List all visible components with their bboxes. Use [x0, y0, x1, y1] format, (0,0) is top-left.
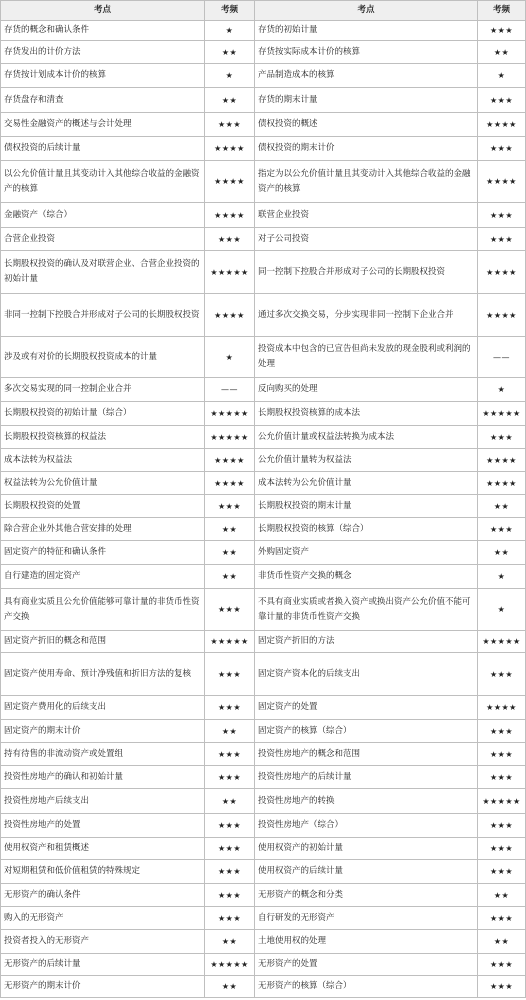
frequency-cell-left: ★★★: [205, 113, 255, 137]
topic-cell-right: 土地使用权的处理: [255, 930, 478, 954]
frequency-cell-right: ★: [478, 589, 526, 631]
topic-cell-left: 无形资产的后续计量: [1, 954, 205, 976]
table-row: [1, 541, 526, 565]
frequency-cell-right: ★★★★: [478, 161, 526, 203]
table-row: [1, 743, 526, 766]
frequency-cell-left: ★★★: [205, 838, 255, 860]
topic-cell-left: 对短期租赁和低价值租赁的特殊规定: [1, 860, 205, 884]
table-row: [1, 472, 526, 495]
table-row: [1, 838, 526, 860]
table-row: [1, 860, 526, 884]
topic-cell-left: 合营企业投资: [1, 228, 205, 251]
table-row: [1, 21, 526, 41]
frequency-cell-right: ★★★: [478, 743, 526, 766]
topic-cell-right: 公允价值计量转为权益法: [255, 449, 478, 472]
topic-cell-left: 存货按计划成本计价的核算: [1, 64, 205, 88]
topic-cell-left: 长期股权投资核算的权益法: [1, 426, 205, 449]
topic-cell-right: 反向购买的处理: [255, 378, 478, 402]
topic-cell-left: 持有待售的非流动资产或处置组: [1, 743, 205, 766]
topic-cell-right: 使用权资产的初始计量: [255, 838, 478, 860]
topic-cell-right: 长期股权投资的核算（综合）: [255, 518, 478, 541]
frequency-cell-right: ★★★★: [478, 294, 526, 337]
table-row: [1, 161, 526, 203]
table-row: [1, 378, 526, 402]
table-row: [1, 64, 526, 88]
table-body: [1, 21, 526, 998]
frequency-cell-left: ★★★★: [205, 294, 255, 337]
frequency-cell-right: ★★★★: [478, 696, 526, 720]
frequency-cell-left: ★★★: [205, 814, 255, 838]
frequency-cell-left: ★★★★: [205, 472, 255, 495]
table-row: [1, 113, 526, 137]
table-row: [1, 495, 526, 518]
frequency-cell-left: ★: [205, 64, 255, 88]
frequency-cell-right: ★★★★★: [478, 402, 526, 426]
table-row: [1, 930, 526, 954]
frequency-cell-right: ★★★★★: [478, 789, 526, 814]
topic-cell-left: 投资者投入的无形资产: [1, 930, 205, 954]
topic-cell-right: 固定资产的处置: [255, 696, 478, 720]
table-row: [1, 203, 526, 228]
frequency-cell-left: ★★★: [205, 766, 255, 789]
frequency-cell-right: ★★★: [478, 88, 526, 113]
topic-cell-right: 债权投资的概述: [255, 113, 478, 137]
topic-cell-left: 固定资产的特征和确认条件: [1, 541, 205, 565]
topic-cell-right: 投资性房地产的概念和范围: [255, 743, 478, 766]
topic-cell-right: 存货的初始计量: [255, 21, 478, 41]
topic-cell-left: 非同一控制下控股合并形成对子公司的长期股权投资: [1, 294, 205, 337]
table-row: [1, 814, 526, 838]
frequency-cell-right: ★★★★: [478, 251, 526, 294]
frequency-cell-left: ★★: [205, 976, 255, 998]
table-row: [1, 228, 526, 251]
topic-cell-left: 固定资产使用寿命、预计净残值和折旧方法的复核: [1, 653, 205, 696]
frequency-cell-right: ★★★: [478, 137, 526, 161]
topic-cell-right: 使用权资产的后续计量: [255, 860, 478, 884]
topic-cell-right: 投资成本中包含的已宣告但尚未发放的现金股利或利润的处理: [255, 337, 478, 378]
frequency-cell-right: ★: [478, 64, 526, 88]
table-row: [1, 565, 526, 589]
topic-cell-left: 交易性金融资产的概述与会计处理: [1, 113, 205, 137]
frequency-cell-right: ★★★★: [478, 449, 526, 472]
table-row: [1, 294, 526, 337]
frequency-cell-left: ★★★★: [205, 137, 255, 161]
frequency-cell-left: ★★★: [205, 495, 255, 518]
topic-cell-right: 联营企业投资: [255, 203, 478, 228]
topic-cell-left: 投资性房地产后续支出: [1, 789, 205, 814]
topic-cell-left: 固定资产费用化的后续支出: [1, 696, 205, 720]
table-row: [1, 696, 526, 720]
topic-cell-left: 长期股权投资的确认及对联营企业、合营企业投资的初始计量: [1, 251, 205, 294]
topic-cell-left: 涉及或有对价的长期股权投资成本的计量: [1, 337, 205, 378]
table-row: [1, 337, 526, 378]
frequency-cell-left: ★★★: [205, 589, 255, 631]
topic-cell-left: 自行建造的固定资产: [1, 565, 205, 589]
topic-cell-left: 多次交易实现的同一控制企业合并: [1, 378, 205, 402]
topic-cell-right: 存货按实际成本计价的核算: [255, 41, 478, 64]
topic-cell-right: 产品制造成本的核算: [255, 64, 478, 88]
frequency-cell-left: ——: [205, 378, 255, 402]
table-row: [1, 884, 526, 907]
table-row: [1, 720, 526, 743]
table-row: [1, 766, 526, 789]
topic-cell-left: 存货盘存和清查: [1, 88, 205, 113]
frequency-cell-right: ★★★: [478, 954, 526, 976]
topic-cell-right: 无形资产的概念和分类: [255, 884, 478, 907]
topic-cell-left: 存货发出的计价方法: [1, 41, 205, 64]
topic-cell-left: 债权投资的后续计量: [1, 137, 205, 161]
topic-cell-right: 投资性房地产（综合）: [255, 814, 478, 838]
topic-cell-left: 以公允价值计量且其变动计入其他综合收益的金融资产的核算: [1, 161, 205, 203]
table-row: [1, 907, 526, 930]
topic-cell-left: 权益法转为公允价值计量: [1, 472, 205, 495]
topic-cell-right: 成本法转为公允价值计量: [255, 472, 478, 495]
frequency-cell-left: ★★: [205, 720, 255, 743]
topic-cell-left: 成本法转为权益法: [1, 449, 205, 472]
frequency-cell-left: ★: [205, 337, 255, 378]
table-row: [1, 449, 526, 472]
topic-cell-right: 存货的期末计量: [255, 88, 478, 113]
frequency-cell-left: ★★★: [205, 860, 255, 884]
frequency-cell-right: ★★★: [478, 720, 526, 743]
frequency-cell-left: ★★: [205, 41, 255, 64]
frequency-cell-right: ★: [478, 378, 526, 402]
topic-cell-right: 公允价值计量或权益法转换为成本法: [255, 426, 478, 449]
topic-cell-right: 同一控制下控股合并形成对子公司的长期股权投资: [255, 251, 478, 294]
topic-header-right: 考点: [255, 1, 478, 21]
frequency-cell-left: ★★★★: [205, 203, 255, 228]
topic-cell-right: 非货币性资产交换的概念: [255, 565, 478, 589]
frequency-cell-left: ★★★: [205, 653, 255, 696]
topic-cell-left: 金融资产（综合）: [1, 203, 205, 228]
topic-cell-right: 不具有商业实质或者换入资产或换出资产公允价值不能可靠计量的非货币性资产交换: [255, 589, 478, 631]
topic-cell-right: 长期股权投资核算的成本法: [255, 402, 478, 426]
frequency-cell-right: ★★: [478, 41, 526, 64]
table-header-row: [1, 1, 526, 21]
topic-cell-right: 投资性房地产的转换: [255, 789, 478, 814]
topic-cell-left: 投资性房地产的处置: [1, 814, 205, 838]
frequency-cell-right: ★★★★★: [478, 631, 526, 653]
topic-header-left: 考点: [1, 1, 205, 21]
frequency-cell-left: ★★★: [205, 228, 255, 251]
frequency-cell-left: ★★★: [205, 743, 255, 766]
frequency-cell-right: ★★: [478, 495, 526, 518]
topic-cell-left: 使用权资产和租赁概述: [1, 838, 205, 860]
topic-cell-left: 除合营企业外其他合营安排的处理: [1, 518, 205, 541]
frequency-cell-right: ★★: [478, 541, 526, 565]
frequency-cell-right: ★★: [478, 884, 526, 907]
frequency-cell-right: ★★★: [478, 518, 526, 541]
table-row: [1, 653, 526, 696]
frequency-cell-right: ★★★★: [478, 113, 526, 137]
table-row: [1, 789, 526, 814]
topic-cell-right: 长期股权投资的期末计量: [255, 495, 478, 518]
frequency-cell-left: ★★★: [205, 907, 255, 930]
frequency-cell-left: ★★★★★: [205, 402, 255, 426]
table-row: [1, 426, 526, 449]
frequency-cell-left: ★★★★★: [205, 631, 255, 653]
frequency-cell-left: ★★★★★: [205, 954, 255, 976]
table-row: [1, 976, 526, 998]
topic-cell-left: 固定资产的期末计价: [1, 720, 205, 743]
frequency-cell-left: ★★★★: [205, 449, 255, 472]
frequency-header-right: 考频: [478, 1, 526, 21]
topic-cell-left: 无形资产的期末计价: [1, 976, 205, 998]
table-row: [1, 631, 526, 653]
frequency-cell-left: ★★: [205, 541, 255, 565]
topic-cell-left: 存货的概念和确认条件: [1, 21, 205, 41]
topic-cell-right: 无形资产的处置: [255, 954, 478, 976]
topic-cell-right: 指定为以公允价值计量且其变动计入其他综合收益的金融资产的核算: [255, 161, 478, 203]
frequency-cell-left: ★★: [205, 518, 255, 541]
frequency-cell-right: ★★★: [478, 907, 526, 930]
frequency-cell-left: ★★★★★: [205, 426, 255, 449]
topic-cell-right: 外购固定资产: [255, 541, 478, 565]
topic-cell-right: 投资性房地产的后续计量: [255, 766, 478, 789]
topic-cell-right: 通过多次交换交易，分步实现非同一控制下企业合并: [255, 294, 478, 337]
table-row: [1, 518, 526, 541]
frequency-cell-right: ★★★: [478, 228, 526, 251]
topic-cell-right: 固定资产资本化的后续支出: [255, 653, 478, 696]
frequency-cell-right: ★★★: [478, 21, 526, 41]
frequency-cell-right: ★★★: [478, 426, 526, 449]
frequency-cell-left: ★★★: [205, 884, 255, 907]
topic-cell-right: 无形资产的核算（综合）: [255, 976, 478, 998]
frequency-cell-left: ★★★★: [205, 161, 255, 203]
table-row: [1, 402, 526, 426]
frequency-cell-right: ——: [478, 337, 526, 378]
topic-cell-right: 自行研发的无形资产: [255, 907, 478, 930]
frequency-cell-right: ★: [478, 565, 526, 589]
table-row: [1, 589, 526, 631]
table-row: [1, 251, 526, 294]
table-row: [1, 137, 526, 161]
frequency-cell-left: ★★★: [205, 696, 255, 720]
frequency-cell-right: ★★★: [478, 860, 526, 884]
frequency-header-left: 考频: [205, 1, 255, 21]
frequency-cell-right: ★★: [478, 930, 526, 954]
topic-cell-right: 对子公司投资: [255, 228, 478, 251]
frequency-cell-left: ★★★★★: [205, 251, 255, 294]
frequency-cell-right: ★★★: [478, 976, 526, 998]
frequency-cell-right: ★★★: [478, 838, 526, 860]
frequency-cell-left: ★★: [205, 88, 255, 113]
topic-cell-right: 固定资产的核算（综合）: [255, 720, 478, 743]
frequency-cell-left: ★★: [205, 565, 255, 589]
topic-cell-left: 购入的无形资产: [1, 907, 205, 930]
topic-cell-left: 具有商业实质且公允价值能够可靠计量的非货币性资产交换: [1, 589, 205, 631]
topic-cell-left: 无形资产的确认条件: [1, 884, 205, 907]
table-row: [1, 88, 526, 113]
frequency-cell-right: ★★★: [478, 203, 526, 228]
frequency-cell-right: ★★★: [478, 653, 526, 696]
frequency-cell-right: ★★★: [478, 766, 526, 789]
frequency-cell-right: ★★★: [478, 814, 526, 838]
frequency-cell-left: ★: [205, 21, 255, 41]
topic-cell-left: 长期股权投资的初始计量（综合）: [1, 402, 205, 426]
frequency-cell-right: ★★★★: [478, 472, 526, 495]
frequency-cell-left: ★★: [205, 789, 255, 814]
topic-cell-left: 投资性房地产的确认和初始计量: [1, 766, 205, 789]
topic-cell-left: 固定资产折旧的概念和范围: [1, 631, 205, 653]
topic-cell-right: 债权投资的期末计价: [255, 137, 478, 161]
topic-cell-left: 长期股权投资的处置: [1, 495, 205, 518]
frequency-cell-left: ★★: [205, 930, 255, 954]
table-row: [1, 954, 526, 976]
topic-cell-right: 固定资产折旧的方法: [255, 631, 478, 653]
table-row: [1, 41, 526, 64]
